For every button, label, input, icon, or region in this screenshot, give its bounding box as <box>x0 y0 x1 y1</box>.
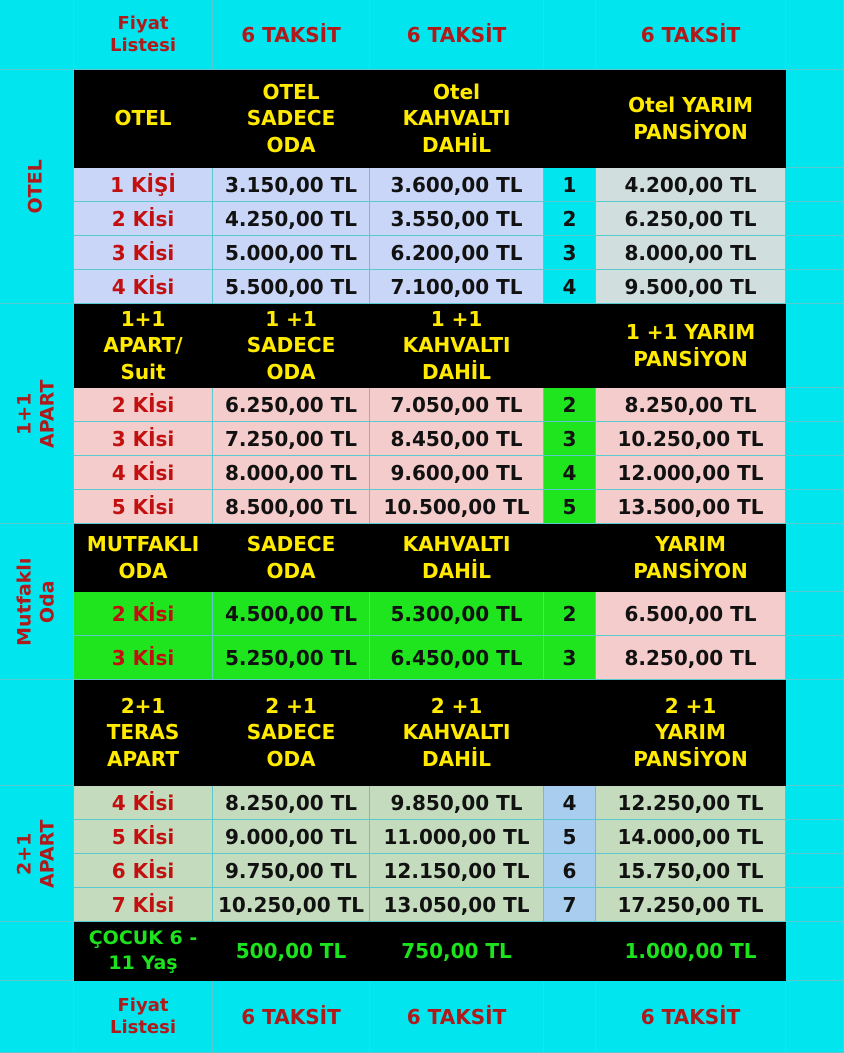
otel-row-label: 1 KİŞİ <box>74 168 213 202</box>
mutfakli-header-oda: SADECE ODA <box>213 524 370 592</box>
otel-header-type: OTEL <box>74 70 213 168</box>
apart11-row-number: 4 <box>544 456 596 490</box>
apart21-oda-price: 9.000,00 TL <box>213 820 370 854</box>
apart21-header-num <box>544 680 596 786</box>
apart11-yarim-price: 12.000,00 TL <box>596 456 786 490</box>
spacer-cell <box>786 0 844 70</box>
spacer-cell <box>786 270 844 304</box>
apart11-kahvalti-price: 9.600,00 TL <box>370 456 544 490</box>
apart21-kahvalti-price: 11.000,00 TL <box>370 820 544 854</box>
corner-cell <box>0 0 74 70</box>
apart11-oda-price: 6.250,00 TL <box>213 388 370 422</box>
spacer-cell <box>786 304 844 388</box>
otel-oda-price: 4.250,00 TL <box>213 202 370 236</box>
spacer-cell <box>786 888 844 922</box>
apart11-row-number: 3 <box>544 422 596 456</box>
apart11-header-yarim: 1 +1 YARIM PANSİYON <box>596 304 786 388</box>
apart21-row-number: 4 <box>544 786 596 820</box>
otel-yarim-price: 4.200,00 TL <box>596 168 786 202</box>
otel-oda-price: 5.500,00 TL <box>213 270 370 304</box>
apart21-row-number: 5 <box>544 820 596 854</box>
apart11-oda-price: 8.500,00 TL <box>213 490 370 524</box>
mutfakli-kahvalti-price: 5.300,00 TL <box>370 592 544 636</box>
apart21-row-label: 5 Kİsi <box>74 820 213 854</box>
mutfakli-header-type: MUTFAKLI ODA <box>74 524 213 592</box>
otel-yarim-price: 9.500,00 TL <box>596 270 786 304</box>
mutfakli-oda-price: 4.500,00 TL <box>213 592 370 636</box>
apart21-yarim-price: 14.000,00 TL <box>596 820 786 854</box>
bottom-installment-3: 6 TAKSİT <box>596 981 786 1053</box>
apart11-row-label: 3 Kİsi <box>74 422 213 456</box>
apart11-kahvalti-price: 7.050,00 TL <box>370 388 544 422</box>
spacer-cell <box>786 236 844 270</box>
spacer-cell <box>786 388 844 422</box>
otel-kahvalti-price: 7.100,00 TL <box>370 270 544 304</box>
otel-oda-price: 3.150,00 TL <box>213 168 370 202</box>
apart21-kahvalti-price: 12.150,00 TL <box>370 854 544 888</box>
mutfakli-yarim-price: 8.250,00 TL <box>596 636 786 680</box>
apart21-header-type: 2+1 TERAS APART <box>74 680 213 786</box>
apart21-row-number: 7 <box>544 888 596 922</box>
spacer-cell <box>0 922 74 981</box>
otel-yarim-price: 8.000,00 TL <box>596 236 786 270</box>
spacer-cell <box>786 820 844 854</box>
otel-row-number: 4 <box>544 270 596 304</box>
spacer-cell <box>786 592 844 636</box>
apart11-kahvalti-price: 10.500,00 TL <box>370 490 544 524</box>
spacer-cell <box>786 168 844 202</box>
mutfakli-oda-price: 5.250,00 TL <box>213 636 370 680</box>
apart21-row-number: 6 <box>544 854 596 888</box>
spacer-cell <box>786 981 844 1053</box>
otel-kahvalti-price: 6.200,00 TL <box>370 236 544 270</box>
spacer-cell <box>786 524 844 592</box>
apart21-row-label: 7 Kİsi <box>74 888 213 922</box>
bottom-installment-1: 6 TAKSİT <box>213 981 370 1053</box>
apart21-header-oda: 2 +1 SADECE ODA <box>213 680 370 786</box>
apart11-row-number: 5 <box>544 490 596 524</box>
otel-row-label: 2 Kİsi <box>74 202 213 236</box>
spacer-cell <box>786 490 844 524</box>
apart11-header-num <box>544 304 596 388</box>
child-oda-price: 500,00 TL <box>213 922 370 981</box>
apart21-header-yarim: 2 +1 YARIM PANSİYON <box>596 680 786 786</box>
apart21-yarim-price: 15.750,00 TL <box>596 854 786 888</box>
apart11-header-kahvalti: 1 +1 KAHVALTI DAHİL <box>370 304 544 388</box>
child-label: ÇOCUK 6 - 11 Yaş <box>74 922 213 981</box>
apart21-oda-price: 9.750,00 TL <box>213 854 370 888</box>
otel-header-num <box>544 70 596 168</box>
apart11-header-type: 1+1 APART/ Suit <box>74 304 213 388</box>
apart11-oda-price: 8.000,00 TL <box>213 456 370 490</box>
mutfakli-header-yarim: YARIM PANSİYON <box>596 524 786 592</box>
apart21-yarim-price: 12.250,00 TL <box>596 786 786 820</box>
mutfakli-header-num <box>544 524 596 592</box>
spacer-cell <box>786 786 844 820</box>
child-yarim-price: 1.000,00 TL <box>596 922 786 981</box>
otel-row-number: 1 <box>544 168 596 202</box>
mutfakli-yarim-price: 6.500,00 TL <box>596 592 786 636</box>
apart21-row-label: 4 Kİsi <box>74 786 213 820</box>
mutfakli-row-number: 2 <box>544 592 596 636</box>
child-kahvalti-price: 750,00 TL <box>370 922 544 981</box>
section-side-label-otel: OTEL <box>0 70 74 304</box>
spacer-cell <box>786 70 844 168</box>
apart21-oda-price: 10.250,00 TL <box>213 888 370 922</box>
otel-oda-price: 5.000,00 TL <box>213 236 370 270</box>
spacer-cell <box>786 422 844 456</box>
apart11-row-label: 5 Kİsi <box>74 490 213 524</box>
spacer-cell <box>786 456 844 490</box>
spacer-cell <box>786 854 844 888</box>
spacer-cell <box>0 680 74 786</box>
mutfakli-row-number: 3 <box>544 636 596 680</box>
otel-kahvalti-price: 3.550,00 TL <box>370 202 544 236</box>
apart21-header-kahvalti: 2 +1 KAHVALTI DAHİL <box>370 680 544 786</box>
child-num-cell <box>544 922 596 981</box>
otel-kahvalti-price: 3.600,00 TL <box>370 168 544 202</box>
section-side-label-mutfakli: Mutfaklı Oda <box>0 524 74 680</box>
otel-yarim-price: 6.250,00 TL <box>596 202 786 236</box>
apart11-yarim-price: 13.500,00 TL <box>596 490 786 524</box>
spacer-cell <box>786 202 844 236</box>
otel-row-number: 2 <box>544 202 596 236</box>
spacer-cell <box>786 680 844 786</box>
apart11-header-oda: 1 +1 SADECE ODA <box>213 304 370 388</box>
section-side-label-apart11: 1+1 APART <box>0 304 74 524</box>
mutfakli-row-label: 3 Kİsi <box>74 636 213 680</box>
apart11-kahvalti-price: 8.450,00 TL <box>370 422 544 456</box>
spacer-cell <box>786 636 844 680</box>
mutfakli-row-label: 2 Kİsi <box>74 592 213 636</box>
apart11-yarim-price: 10.250,00 TL <box>596 422 786 456</box>
apart21-kahvalti-price: 13.050,00 TL <box>370 888 544 922</box>
apart11-row-label: 4 Kİsi <box>74 456 213 490</box>
mutfakli-kahvalti-price: 6.450,00 TL <box>370 636 544 680</box>
spacer-cell <box>544 981 596 1053</box>
otel-row-label: 3 Kİsi <box>74 236 213 270</box>
section-side-label-apart21: 2+1 APART <box>0 786 74 922</box>
top-installment-1: 6 TAKSİT <box>213 0 370 70</box>
corner-cell <box>0 981 74 1053</box>
otel-header-oda: OTEL SADECE ODA <box>213 70 370 168</box>
mutfakli-header-kahvalti: KAHVALTI DAHİL <box>370 524 544 592</box>
otel-row-label: 4 Kİsi <box>74 270 213 304</box>
apart11-row-number: 2 <box>544 388 596 422</box>
top-installment-2: 6 TAKSİT <box>370 0 544 70</box>
price-list-footer-title: Fiyat Listesi <box>74 981 213 1053</box>
apart11-yarim-price: 8.250,00 TL <box>596 388 786 422</box>
apart11-row-label: 2 Kİsi <box>74 388 213 422</box>
apart21-row-label: 6 Kİsi <box>74 854 213 888</box>
spacer-cell <box>786 922 844 981</box>
apart11-oda-price: 7.250,00 TL <box>213 422 370 456</box>
otel-row-number: 3 <box>544 236 596 270</box>
apart21-kahvalti-price: 9.850,00 TL <box>370 786 544 820</box>
top-installment-3: 6 TAKSİT <box>596 0 786 70</box>
otel-header-kahvalti: Otel KAHVALTI DAHİL <box>370 70 544 168</box>
apart21-yarim-price: 17.250,00 TL <box>596 888 786 922</box>
apart21-oda-price: 8.250,00 TL <box>213 786 370 820</box>
bottom-installment-2: 6 TAKSİT <box>370 981 544 1053</box>
spacer-cell <box>544 0 596 70</box>
price-list-title: Fiyat Listesi <box>74 0 213 70</box>
otel-header-yarim: Otel YARIM PANSİYON <box>596 70 786 168</box>
